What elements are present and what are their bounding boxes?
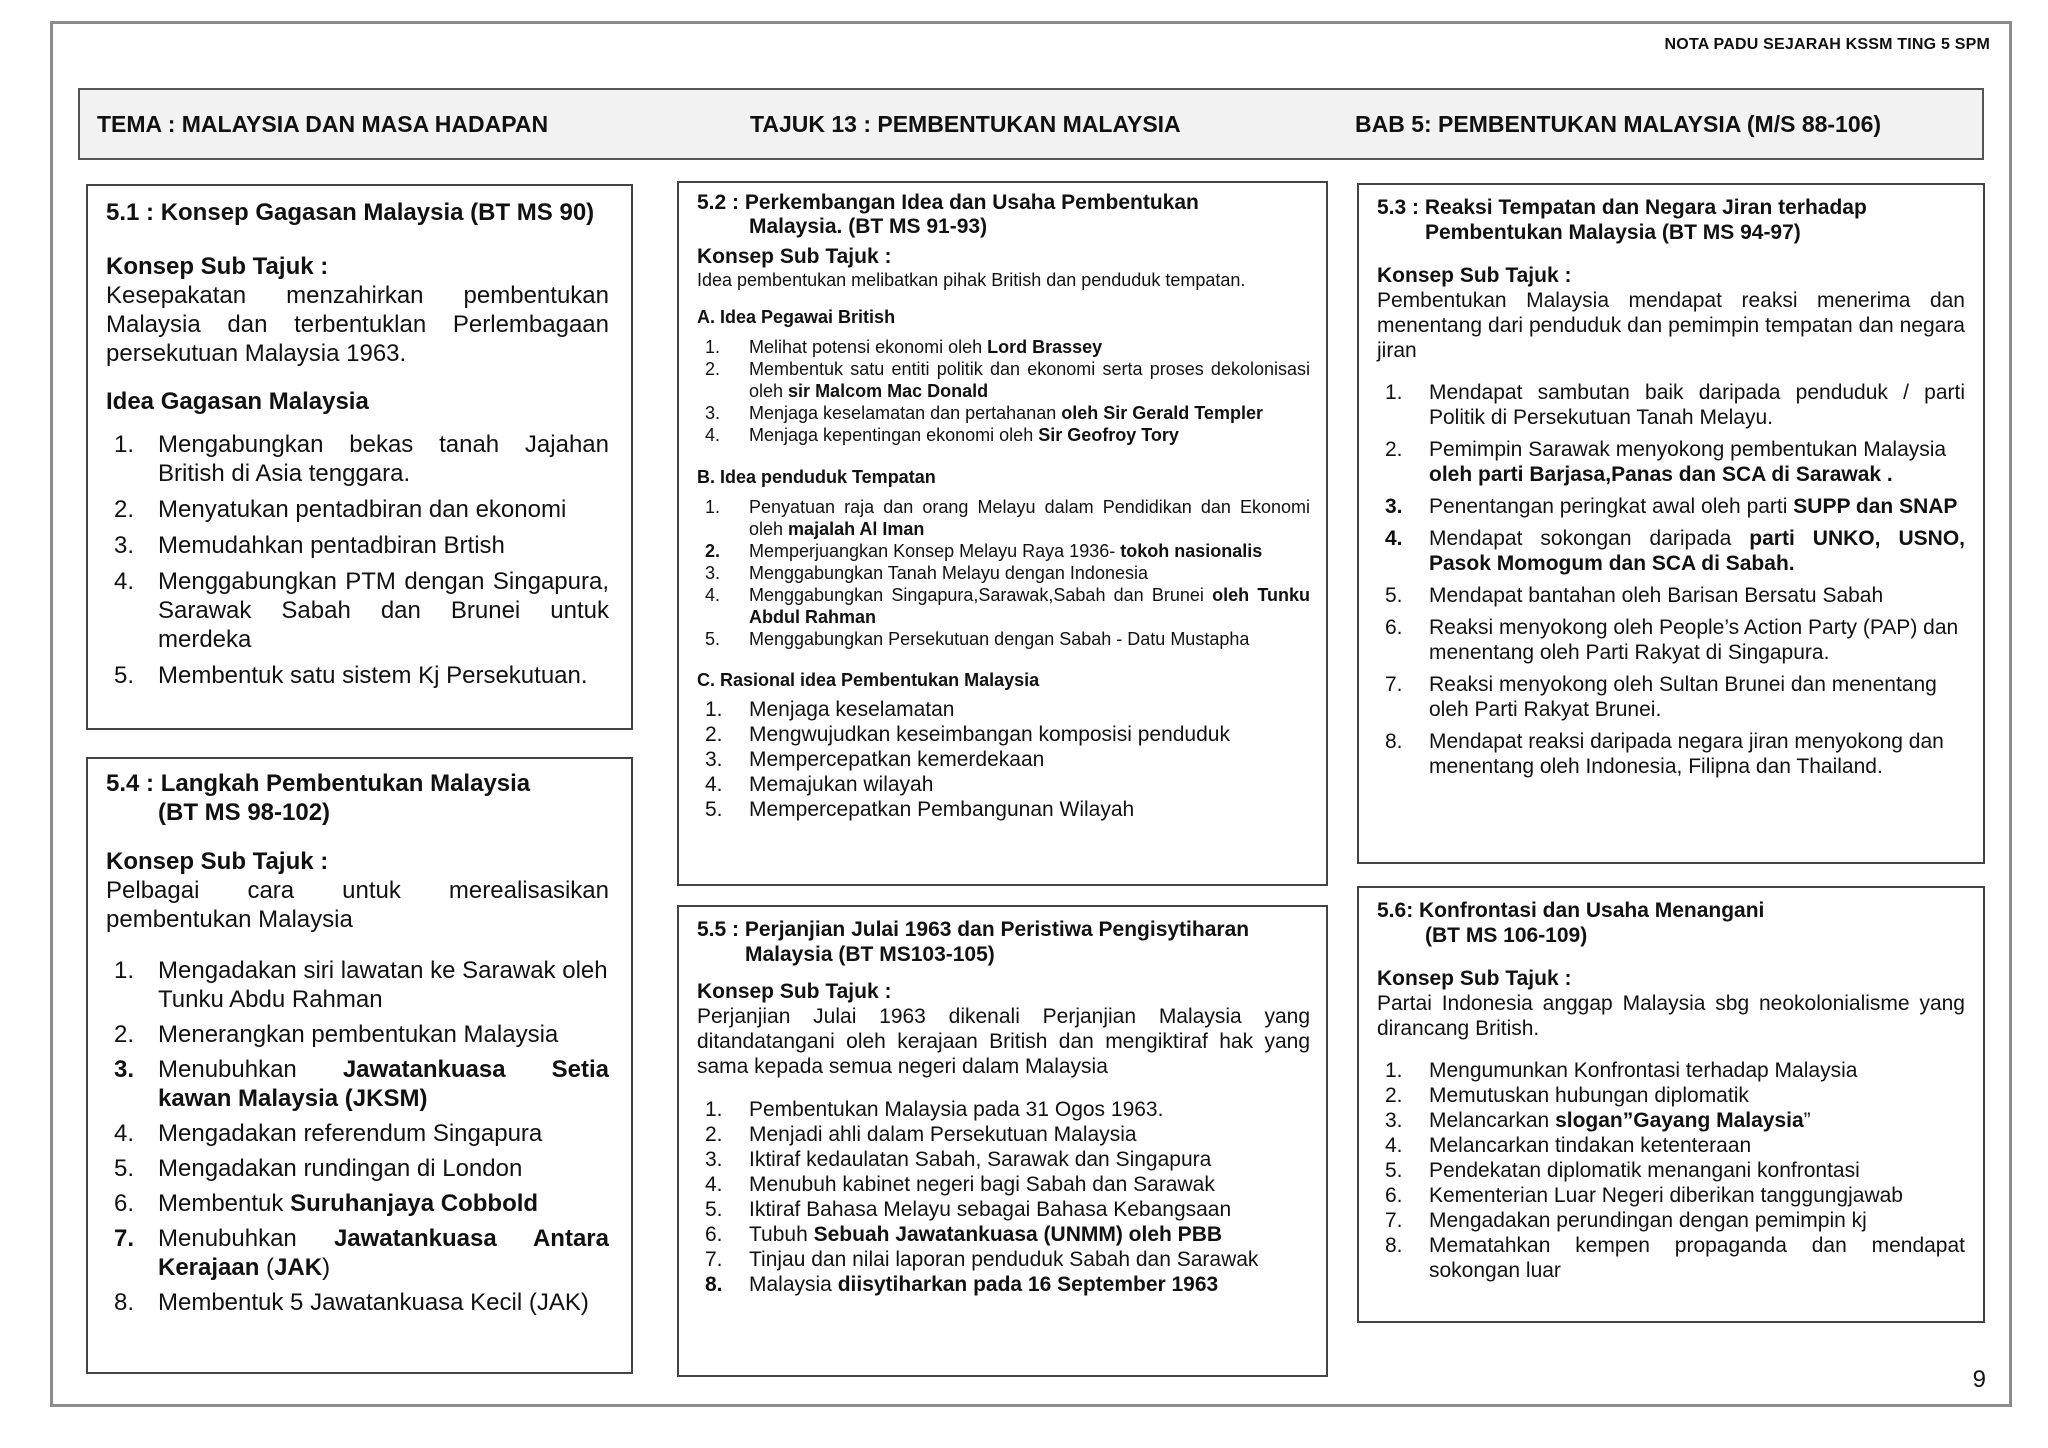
konsep-label: Konsep Sub Tajuk : xyxy=(697,980,892,1003)
section-5-3-box xyxy=(1357,183,1985,864)
section-5-6-box xyxy=(1357,886,1985,1323)
list-item: 6. Reaksi menyokong oleh People’s Action Party (PAP) dan menentang oleh Parti Rakyat di Singapura. xyxy=(1385,616,1959,664)
list-item: 5. Mendapat bantahan oleh Barisan Bersatu Sabah xyxy=(1385,584,1884,607)
rasional-list xyxy=(697,697,1310,822)
list-item: 1. Menjaga keselamatan xyxy=(705,698,955,721)
list-item: 8. Mematahkan kempen propaganda dan mendapat sokongan luar xyxy=(1385,1234,1965,1282)
list-item: 3. Mempercepatkan kemerdekaan xyxy=(705,748,1045,771)
konsep-label: Konsep Sub Tajuk : xyxy=(106,253,329,280)
section-5-4-box xyxy=(86,757,633,1374)
list-item: 5. Mempercepatkan Pembangunan Wilayah xyxy=(705,798,1135,821)
list-item: 1. Mengabungkan bekas tanah Jajahan British di Asia tenggara. xyxy=(114,431,609,487)
list-item: 4. Menjaga kepentingan ekonomi oleh Sir Geofroy Tory xyxy=(705,425,1179,445)
section-c-label: C. Rasional idea Pembentukan Malaysia xyxy=(697,670,1040,690)
konfrontasi-list xyxy=(1377,1058,1965,1283)
page-number: 9 xyxy=(1972,1366,1986,1393)
konsep-text: Perjanjian Julai 1963 dikenali Perjanjian Malaysia yang ditandatangani oleh kerajaan British dan mengiktiraf hak yang sama kepada semua negeri dalam Malaysia xyxy=(697,1005,1310,1078)
konsep-text: Pembentukan Malaysia mendapat reaksi menerima dan menentang dari penduduk dan pemimpin tempatan dan negara jiran xyxy=(1377,289,1965,362)
list-item: 4. Mendapat sokongan daripada parti UNKO, USNO, Pasok Momogum dan SCA di Sabah. xyxy=(1385,527,1965,575)
list-item: 2. Memutuskan hubungan diplomatik xyxy=(1385,1084,1749,1107)
list-item: 3. Menggabungkan Tanah Melayu dengan Indonesia xyxy=(705,563,1148,583)
list-item: 1. Mendapat sambutan baik daripada penduduk / parti Politik di Persekutuan Tanah Melayu. xyxy=(1385,381,1965,429)
list-item: 3. Menubuhkan Jawatankuasa Setia kawan Malaysia (JKSM) xyxy=(114,1056,609,1112)
konsep-text: Kesepakatan menzahirkan pembentukan Malaysia dan terbentuklan Perlembagaan persekutuan Malaysia 1963. xyxy=(106,282,609,367)
list-item: 7. Menubuhkan Jawatankuasa Antara Kerajaan (JAK) xyxy=(114,1225,609,1281)
list-item: 5. Mengadakan rundingan di London xyxy=(114,1155,523,1182)
langkah-list xyxy=(106,956,609,1317)
list-item: 3. Melancarkan slogan”Gayang Malaysia” xyxy=(1385,1109,1811,1132)
konsep-text: Idea pembentukan melibatkan pihak British dan penduduk tempatan. xyxy=(697,270,1246,290)
section-5-5-box xyxy=(677,905,1328,1377)
section-title: 5.6: Konfrontasi dan Usaha Menangani (BT MS 106-109) xyxy=(1377,899,1765,947)
list-item: 5. Iktiraf Bahasa Melayu sebagai Bahasa Kebangsaan xyxy=(705,1198,1232,1221)
list-item: 6. Kementerian Luar Negeri diberikan tanggungjawab xyxy=(1385,1184,1903,1207)
list-item: 3. Iktiraf kedaulatan Sabah, Sarawak dan Singapura xyxy=(705,1148,1212,1171)
reaksi-list xyxy=(1377,380,1965,779)
section-title: 5.4 : Langkah Pembentukan Malaysia (BT MS 98-102) xyxy=(106,770,531,826)
list-item: 5. Menggabungkan Persekutuan dengan Sabah - Datu Mustapha xyxy=(705,629,1250,649)
list-item: 4. Menggabungkan PTM dengan Singapura, Sarawak Sabah dan Brunei untuk merdeka xyxy=(114,568,609,653)
konsep-label: Konsep Sub Tajuk : xyxy=(1377,967,1572,990)
perjanjian-list xyxy=(697,1097,1310,1297)
section-b-label: B. Idea penduduk Tempatan xyxy=(697,467,936,487)
list-item: 6. Membentuk Suruhanjaya Cobbold xyxy=(114,1190,539,1217)
list-item: 4. Mengadakan referendum Singapura xyxy=(114,1120,543,1147)
list-item: 2. Menerangkan pembentukan Malaysia xyxy=(114,1021,559,1048)
list-item: 8. Malaysia diisytiharkan pada 16 September 1963 xyxy=(705,1273,1219,1296)
list-item: 1. Mengadakan siri lawatan ke Sarawak oleh Tunku Abdu Rahman xyxy=(114,957,608,1013)
list-item: 8. Mendapat reaksi daripada negara jiran menyokong dan menentang oleh Indonesia, Filipna dan Thailand. xyxy=(1385,730,1944,778)
list-item: 2. Menyatukan pentadbiran dan ekonomi xyxy=(114,496,567,523)
list-item: 3. Memudahkan pentadbiran Brtish xyxy=(114,532,505,559)
bab-label: BAB 5: PEMBENTUKAN MALAYSIA (M/S 88-106) xyxy=(1355,111,1882,137)
list-item: 5. Pendekatan diplomatik menangani konfrontasi xyxy=(1385,1159,1860,1182)
list-item: 3. Penentangan peringkat awal oleh parti SUPP dan SNAP xyxy=(1385,495,1958,518)
list-item: 2. Mengwujudkan keseimbangan komposisi penduduk xyxy=(705,723,1230,746)
list-item: 4. Melancarkan tindakan ketenteraan xyxy=(1385,1134,1752,1157)
section-title: 5.2 : Perkembangan Idea dan Usaha Pembentukan Malaysia. (BT MS 91-93) xyxy=(697,191,1199,238)
list-item: 3. Menjaga keselamatan dan pertahanan oleh Sir Gerald Templer xyxy=(705,403,1263,423)
list-item: 4. Menggabungkan Singapura,Sarawak,Sabah dan Brunei oleh Tunku Abdul Rahman xyxy=(705,585,1310,627)
idea-tempatan-list xyxy=(697,496,1310,650)
section-5-1-box xyxy=(86,184,633,730)
konsep-label: Konsep Sub Tajuk : xyxy=(697,245,892,268)
section-title: 5.1 : Konsep Gagasan Malaysia (BT MS 90) xyxy=(106,199,595,226)
konsep-text: Partai Indonesia anggap Malaysia sbg neokolonialisme yang dirancang British. xyxy=(1377,992,1965,1040)
list-item: 5. Membentuk satu sistem Kj Persekutuan. xyxy=(114,662,588,689)
konsep-label: Konsep Sub Tajuk : xyxy=(1377,264,1572,287)
tema-label: TEMA : MALAYSIA DAN MASA HADAPAN xyxy=(97,111,549,137)
list-item: 4. Memajukan wilayah xyxy=(705,773,934,796)
tajuk-label: TAJUK 13 : PEMBENTUKAN MALAYSIA xyxy=(750,111,1181,137)
list-item: 7. Mengadakan perundingan dengan pemimpin kj xyxy=(1385,1209,1867,1232)
list-item: 1. Pembentukan Malaysia pada 31 Ogos 1963. xyxy=(705,1098,1164,1121)
list-item: 2. Pemimpin Sarawak menyokong pembentukan Malaysia oleh parti Barjasa,Panas dan SCA di Sarawak . xyxy=(1385,438,1947,486)
list-item: 6. Tubuh Sebuah Jawatankuasa (UNMM) oleh PBB xyxy=(705,1223,1223,1246)
section-a-label: A. Idea Pegawai British xyxy=(697,307,896,327)
list-item: 4. Menubuh kabinet negeri bagi Sabah dan Sarawak xyxy=(705,1173,1215,1196)
list-item: 1. Mengumunkan Konfrontasi terhadap Malaysia xyxy=(1385,1059,1858,1082)
list-item: 1. Melihat potensi ekonomi oleh Lord Brassey xyxy=(705,337,1103,357)
idea-label: Idea Gagasan Malaysia xyxy=(106,388,369,415)
list-item: 2. Menjadi ahli dalam Persekutuan Malaysia xyxy=(705,1123,1137,1146)
header-bar xyxy=(78,88,1984,160)
list-item: 2. Membentuk satu entiti politik dan ekonomi serta proses dekolonisasi oleh sir Malcom Mac Donald xyxy=(705,359,1310,401)
nota-label: NOTA PADU SEJARAH KSSM TING 5 SPM xyxy=(1664,36,1990,53)
list-item: 1. Penyatuan raja dan orang Melayu dalam Pendidikan dan Ekonomi oleh majalah Al Iman xyxy=(705,497,1310,539)
list-item: 7. Reaksi menyokong oleh Sultan Brunei dan menentang oleh Parti Rakyat Brunei. xyxy=(1385,673,1937,721)
section-5-2-box xyxy=(677,181,1328,886)
konsep-label: Konsep Sub Tajuk : xyxy=(106,848,329,875)
idea-british-list xyxy=(697,336,1310,446)
section-title: 5.3 : Reaksi Tempatan dan Negara Jiran terhadap Pembentukan Malaysia (BT MS 94-97) xyxy=(1377,196,1867,244)
idea-list xyxy=(106,430,609,690)
list-item: 2. Memperjuangkan Konsep Melayu Raya 1936- tokoh nasionalis xyxy=(705,541,1263,561)
list-item: 7. Tinjau dan nilai laporan penduduk Sabah dan Sarawak xyxy=(705,1248,1259,1271)
konsep-text: Pelbagai cara untuk merealisasikan pembentukan Malaysia xyxy=(106,877,609,933)
section-title: 5.5 : Perjanjian Julai 1963 dan Peristiwa Pengisytiharan Malaysia (BT MS103-105) xyxy=(697,918,1250,966)
list-item: 8. Membentuk 5 Jawatankuasa Kecil (JAK) xyxy=(114,1289,589,1316)
